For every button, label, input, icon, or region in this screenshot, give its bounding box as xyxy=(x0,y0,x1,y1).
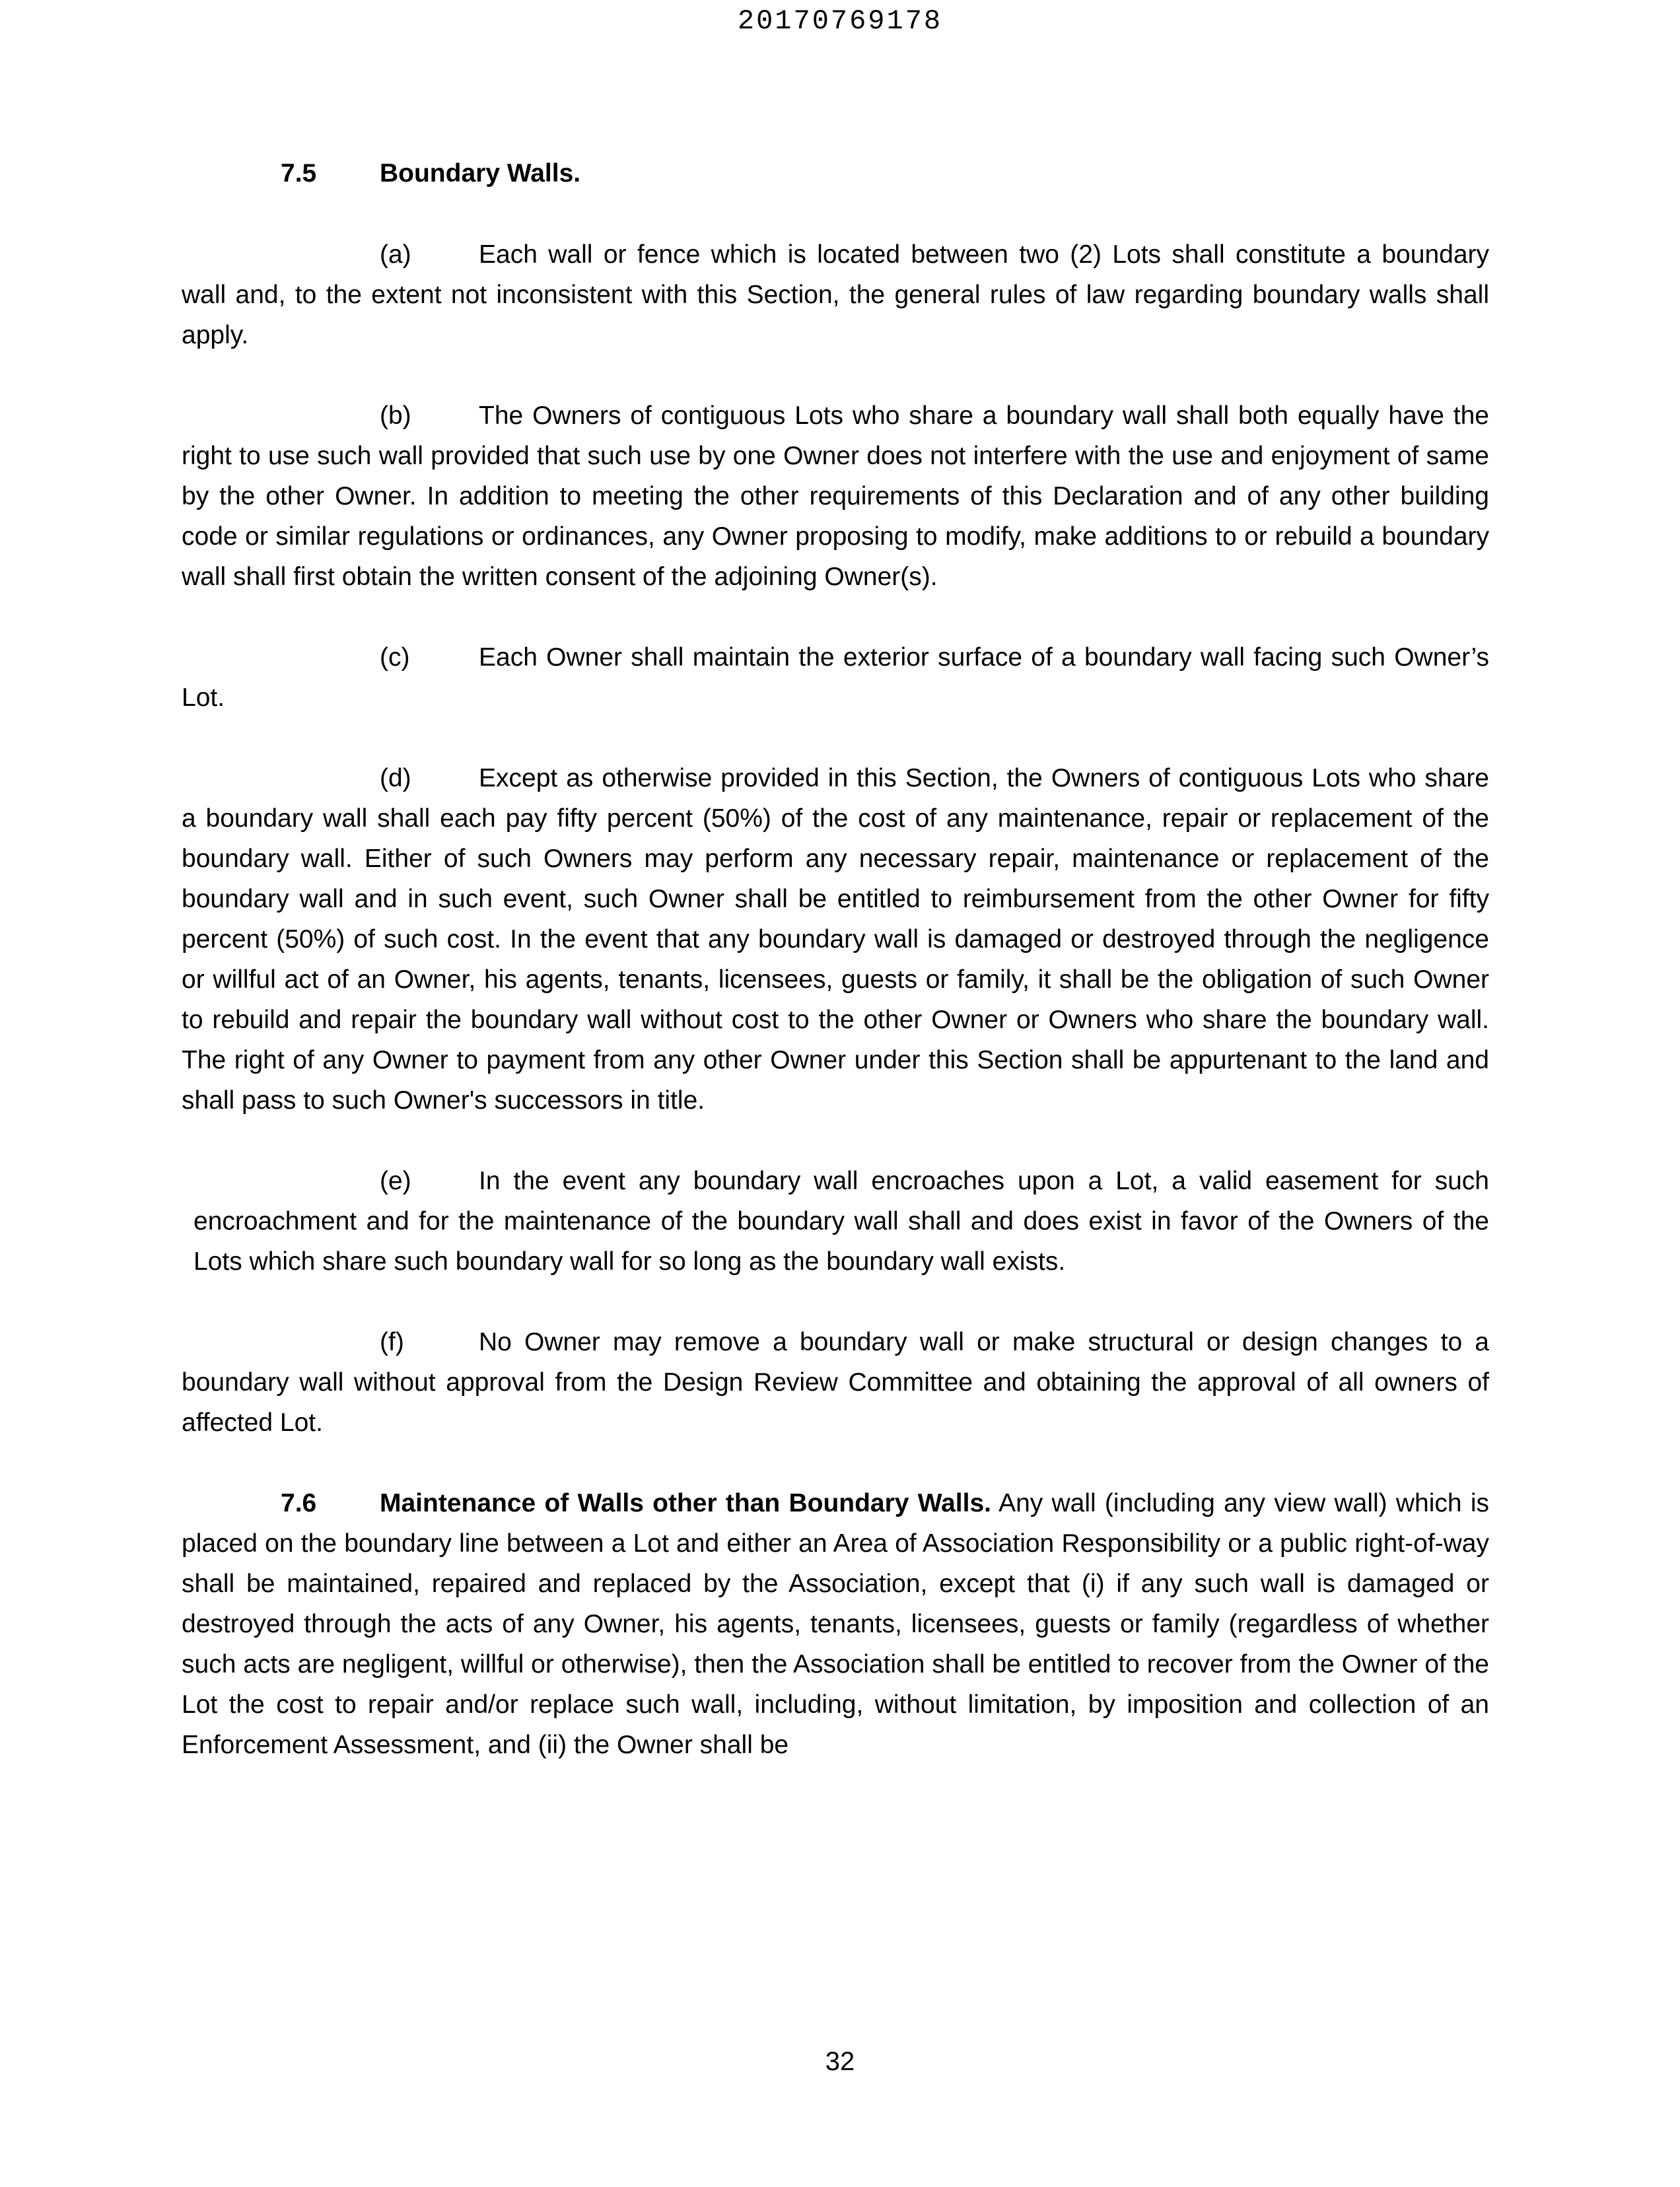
paragraph-label: (e) xyxy=(380,1167,411,1195)
paragraph-label: (b) xyxy=(380,401,411,430)
paragraph-c xyxy=(182,637,1489,718)
page-number: 32 xyxy=(825,2047,855,2076)
section-heading-7-5 xyxy=(182,153,1489,193)
paragraph-label: (a) xyxy=(380,240,411,269)
paragraph-text: Each Owner shall maintain the exterior surface of a boundary wall facing such Owner’s Lot. xyxy=(182,643,1489,712)
paragraph-text: No Owner may remove a boundary wall or make structural or design changes to a boundary wall without approval from the Design Review Committee and obtaining the approval of all owners of affected Lot. xyxy=(182,1328,1489,1437)
document-body xyxy=(182,153,1489,1805)
section-7-6 xyxy=(182,1483,1489,1765)
paragraph-d xyxy=(182,758,1489,1121)
paragraph-label: (c) xyxy=(380,643,410,672)
paragraph-label: (f) xyxy=(380,1328,404,1356)
paragraph-text: Except as otherwise provided in this Section, the Owners of contiguous Lots who share a boundary wall shall each pay fifty percent (50%) of the cost of any maintenance, repair or replacement of the boundary wall. Either of such Owners may perform any necessary repair, maintenance or replacement of the boundary wall and in such event, such Owner shall be entitled to reimbursement from the other Owner for fifty percent (50%) of such cost. In the event that any boundary wall is damaged or destroyed through the negligence or willful act of an Owner, his agents, tenants, licensees, guests or family, it shall be the obligation of such Owner to rebuild and repair the boundary wall without cost to the other Owner or Owners who share the boundary wall. The right of any Owner to payment from any other Owner under this Section shall be appurtenant to the land and shall pass to such Owner's successors in title. xyxy=(182,764,1489,1115)
section-number: 7.6 xyxy=(281,1489,317,1517)
paragraph-text: Each wall or fence which is located between two (2) Lots shall constitute a boundary wall and, to the extent not inconsistent with this Section, the general rules of law regarding boundary walls shall apply. xyxy=(182,240,1489,349)
paragraph-e xyxy=(182,1161,1489,1282)
paragraph-a xyxy=(182,234,1489,355)
section-title: Maintenance of Walls other than Boundary Walls. xyxy=(380,1489,991,1517)
document-number: 20170769178 xyxy=(737,5,943,37)
section-text: Any wall (including any view wall) which is placed on the boundary line between a Lot and either an Area of Association Responsibility or a public right-of-way shall be maintained, repaired and replaced by the Association, except that (i) if any such wall is damaged or destroyed through the acts of any Owner, his agents, tenants, licensees, guests or family (regardless of whether such acts are negligent, willful or otherwise), then the Association shall be entitled to recover from the Owner of the Lot the cost to repair and/or replace such wall, including, without limitation, by imposition and collection of an Enforcement Assessment, and (ii) the Owner shall be xyxy=(182,1489,1489,1759)
paragraph-label: (d) xyxy=(380,764,411,792)
paragraph-text: The Owners of contiguous Lots who share a boundary wall shall both equally have the right to use such wall provided that such use by one Owner does not interfere with the use and enjoyment of same by the other Owner. In addition to meeting the other requirements of this Declaration and of any other building code or similar regulations or ordinances, any Owner proposing to modify, make additions to or rebuild a boundary wall shall first obtain the written consent of the adjoining Owner(s). xyxy=(182,401,1489,591)
section-title: Boundary Walls. xyxy=(380,159,581,188)
section-number: 7.5 xyxy=(281,159,317,188)
paragraph-text: In the event any boundary wall encroaches upon a Lot, a valid easement for such encroachment and for the maintenance of the boundary wall shall and does exist in favor of the Owners of the Lots which share such boundary wall for so long as the boundary wall exists. xyxy=(193,1167,1489,1276)
paragraph-b xyxy=(182,396,1489,597)
paragraph-f xyxy=(182,1322,1489,1443)
